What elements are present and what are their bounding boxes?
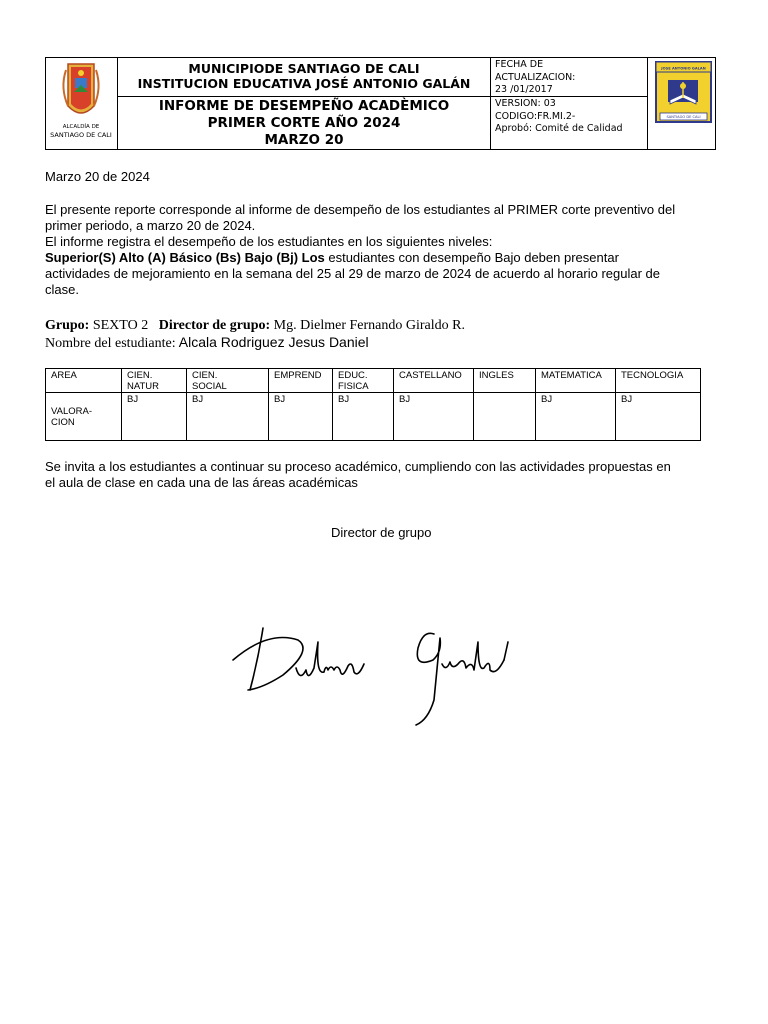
document-header [45, 57, 716, 150]
student-line [45, 334, 465, 352]
levels-instruction: estudiantes con desempeño Bajo deben presentar [324, 250, 619, 265]
crest-banner-text: JOSE ANTONIO GALAN [661, 66, 706, 71]
intro-paragraph [45, 202, 675, 298]
area-name: CIEN. [192, 370, 218, 381]
area-name-2: SOCIAL [192, 381, 227, 392]
director-signature [228, 620, 528, 735]
area-cell [269, 369, 333, 393]
approved-by: Aprobó: Comité de Calidad [495, 123, 623, 134]
levels-intro: El informe registra el desempeño de los estudiantes en los siguientes niveles: [45, 234, 493, 249]
grade-cell: BJ [187, 393, 269, 441]
area-cell [333, 369, 394, 393]
grade-cell: BJ [269, 393, 333, 441]
area-cell [187, 369, 269, 393]
area-name: CIEN. [127, 370, 153, 381]
logo-caption-alcaldia: ALCALDÍA DE [62, 124, 100, 130]
update-date-label-2: ACTUALIZACION: [495, 71, 576, 83]
student-label: Nombre del estudiante: [45, 336, 176, 351]
area-cell [122, 369, 187, 393]
grade-cell: BJ [394, 393, 474, 441]
report-title-cell [118, 97, 491, 149]
area-cell [616, 369, 701, 393]
closing-line-1: Se invita a los estudiantes a continuar su proceso académico, cumpliendo con las actividades propuestas en [45, 459, 671, 474]
school-name: INSTITUCION EDUCATIVA JOSÉ ANTONIO GALÁN [137, 76, 471, 91]
grade-cell: BJ [616, 393, 701, 441]
area-cell [474, 369, 536, 393]
group-info [45, 317, 465, 352]
update-date-value: 23 /01/2017 [495, 84, 553, 95]
report-period: PRIMER CORTE AÑO 2024 [207, 115, 401, 131]
report-title: INFORME DE DESEMPEÑO ACADÈMICO [158, 98, 450, 114]
student-name: Alcala Rodriguez Jesus Daniel [175, 334, 369, 350]
levels-line [45, 250, 675, 266]
area-cell [394, 369, 474, 393]
version-cell [491, 97, 648, 149]
areas-row [46, 369, 701, 393]
school-logo [648, 58, 715, 149]
intro-line-2: primer periodo, a marzo 20 de 2024. [45, 218, 256, 233]
cali-city-logo [46, 58, 118, 149]
municipality-name: MUNICIPIODE SANTIAGO DE CALI [188, 61, 420, 76]
closing-paragraph [45, 459, 671, 491]
group-value: SEXTO 2 [89, 318, 149, 333]
area-name-2: NATUR [127, 381, 160, 392]
director-label: Director de grupo: [158, 318, 271, 333]
area-name: EDUC. [338, 370, 368, 381]
grade-cell: BJ [536, 393, 616, 441]
grade-cell: BJ [333, 393, 394, 441]
area-header: AREA [46, 369, 122, 393]
grade-header [46, 393, 122, 441]
code-value: CODIGO:FR.MI.2- [495, 110, 576, 122]
area-name-2: FISICA [338, 381, 369, 392]
area-name: INGLES [479, 370, 514, 381]
closing-line-2: el aula de clase en cada una de las áreas académicas [45, 475, 358, 490]
institution-name-cell [118, 58, 491, 97]
area-name: EMPREND [274, 370, 322, 381]
group-label: Grupo: [45, 318, 90, 333]
director-name: Mg. Dielmer Fernando Giraldo R. [270, 318, 465, 333]
school-crest-icon [648, 58, 715, 149]
grade-header-2: CION [51, 417, 75, 428]
levels-legend: Superior(S) Alto (A) Básico (Bs) Bajo (Bj) Los [45, 250, 325, 265]
crest-footer-text: SANTIAGO DE CALI [666, 115, 701, 120]
improvement-line-2: actividades de mejoramiento en la semana del 25 al 29 de marzo de 2024 de acuerdo al horario regular de [45, 266, 660, 281]
signature-label: Director de grupo [331, 525, 432, 540]
area-name: MATEMATICA [541, 370, 602, 381]
area-name: CASTELLANO [399, 370, 462, 381]
grades-row [46, 393, 701, 441]
area-name: TECNOLOGIA [621, 370, 684, 381]
area-cell [536, 369, 616, 393]
group-line [45, 317, 465, 334]
grade-cell [474, 393, 536, 441]
grade-header-1: VALORA- [51, 406, 93, 417]
intro-line-1: El presente reporte corresponde al informe de desempeño de los estudiantes al PRIMER corte preventivo del [45, 202, 676, 217]
cali-coat-of-arms-icon [46, 58, 116, 148]
report-date: MARZO 20 [264, 132, 344, 148]
update-date-cell [491, 58, 648, 97]
improvement-line-3: clase. [45, 282, 79, 297]
grade-cell: BJ [122, 393, 187, 441]
grades-table [45, 368, 701, 441]
report-issue-date: Marzo 20 de 2024 [45, 169, 150, 184]
version-value: VERSION: 03 [495, 98, 556, 109]
update-date-label-1: FECHA DE [495, 59, 544, 70]
logo-caption-santiago: SANTIAGO DE CALI [50, 131, 112, 139]
